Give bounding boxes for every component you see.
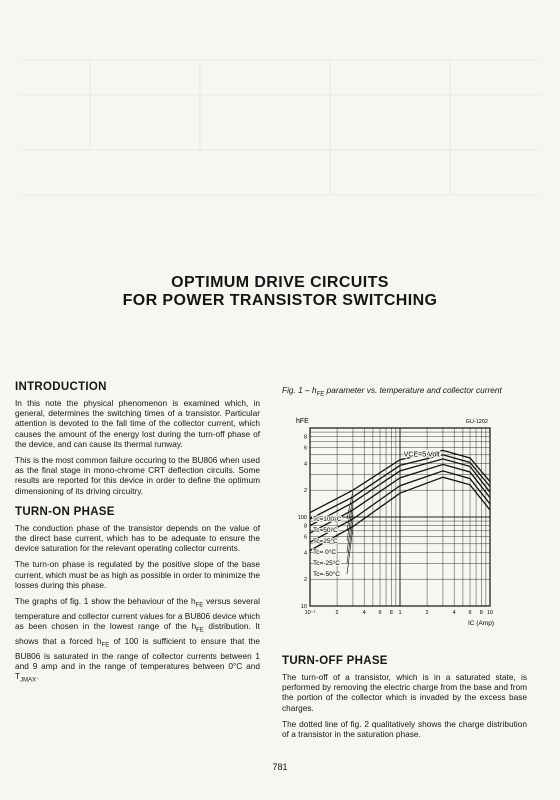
y-tick-label: 4 bbox=[303, 550, 307, 557]
y-tick-label: 6 bbox=[303, 534, 307, 541]
series-label: Tc=50°C bbox=[313, 527, 338, 535]
page-number: 781 bbox=[272, 762, 288, 772]
turn-on-paragraph-1: The conduction phase of the transistor depends on the value of the direct base current, which has to be adequate to ensure the device saturation for the relevant operating collector currents. bbox=[15, 522, 260, 554]
intro-paragraph-2: This is the most common failure occuring to the BU806 when used as the final stage in mono-chrome CRT deflection circuits. Some results are reported for this device in order to define the optimum dimensioning of its driving circuitry. bbox=[15, 455, 260, 496]
y-tick-label: 2 bbox=[303, 577, 307, 584]
series-label: Tc= 0°C bbox=[313, 549, 337, 557]
turn-off-paragraph-1: The turn-off of a transistor, which is in a saturated state, is performed by removing the electric charge from the base and from the portion of the collector which is invaded by the excess base charges. bbox=[282, 672, 527, 713]
intro-heading: INTRODUCTION bbox=[15, 381, 107, 393]
x-tick-label: 2 bbox=[425, 610, 429, 616]
x-tick-label: 6 bbox=[378, 610, 382, 616]
figure-code: GU-1202 bbox=[465, 419, 488, 425]
series-label: Tc=-50°C bbox=[313, 571, 340, 579]
title-line-2: FOR POWER TRANSISTOR SWITCHING bbox=[122, 292, 438, 309]
x-tick-label: 8 bbox=[389, 610, 393, 616]
x-tick-label: 10⁻¹ bbox=[304, 610, 316, 616]
x-tick-label: 2 bbox=[335, 610, 339, 616]
turn-off-paragraph-2: The dotted line of fig. 2 qualitatively shows the charge distribution of a transistor in the saturation phase. bbox=[282, 718, 527, 740]
chart-labels bbox=[296, 418, 494, 627]
title-line-1: OPTIMUM DRIVE CIRCUITS bbox=[171, 274, 389, 291]
hfe-chart bbox=[280, 410, 520, 630]
turn-off-heading: TURN-OFF PHASE bbox=[282, 655, 388, 667]
y-tick-label: 100 bbox=[297, 515, 307, 521]
x-tick-label: 6 bbox=[468, 610, 472, 616]
x-tick-label: 10 bbox=[486, 610, 494, 616]
turn-on-heading: TURN-ON PHASE bbox=[15, 505, 115, 518]
y-axis-label: hFE bbox=[296, 418, 309, 425]
right-column bbox=[282, 655, 527, 745]
y-tick-label: 8 bbox=[303, 434, 307, 441]
bleed-through bbox=[0, 0, 560, 230]
y-tick-label: 8 bbox=[303, 523, 307, 530]
intro-paragraph-1: In this note the physical phenomenon is examined which, in general, determines the switching times of a transistor. Particular attention is devoted to the fall time of the collector current, which causes the amount of the energy lost during the turn-off phase of the device, and can cause its thermal runway. bbox=[15, 398, 260, 449]
x-axis-label: IC (Amp) bbox=[468, 620, 494, 627]
vce-annotation: VCE=5 Volt bbox=[403, 451, 440, 459]
turn-on-paragraph-3: The graphs of fig. 1 show the behaviour of the $h_{FE}$ versus several temperature and collector current values for a BU806 device which as been chosen in the lowest range of the $h_{FE}$ distribution. It shows that a forced $h_{FE}$ of 100 is sufficient to ensure that the BU806 is saturated in the range of collector currents between 1 and 9 amp and in the range of temperatures between 0°C and $T_{JMAX}$. bbox=[15, 596, 261, 684]
figure-caption: Fig. $1 - h_{FE}$ parameter vs. temperature and collector current bbox=[282, 385, 502, 398]
x-tick-label: 4 bbox=[362, 610, 366, 616]
y-tick-label: 6 bbox=[303, 445, 307, 452]
series-label: Tc=-25°C bbox=[313, 560, 340, 568]
x-tick-label: 8 bbox=[479, 610, 483, 616]
y-tick-label: 10 bbox=[300, 604, 307, 610]
series-label: Tc=100°C bbox=[313, 516, 342, 524]
y-tick-label: 2 bbox=[303, 488, 307, 495]
series-label: Tc=25°C bbox=[313, 538, 338, 546]
left-column bbox=[15, 381, 260, 692]
x-tick-label: 4 bbox=[452, 610, 456, 616]
y-tick-label: 4 bbox=[303, 461, 307, 468]
turn-on-paragraph-2: The turn-on phase is regulated by the positive slope of the base current, which must be as high as possible in order to minimize the losses during this phase. bbox=[15, 559, 260, 590]
x-tick-label: 1 bbox=[398, 610, 402, 616]
